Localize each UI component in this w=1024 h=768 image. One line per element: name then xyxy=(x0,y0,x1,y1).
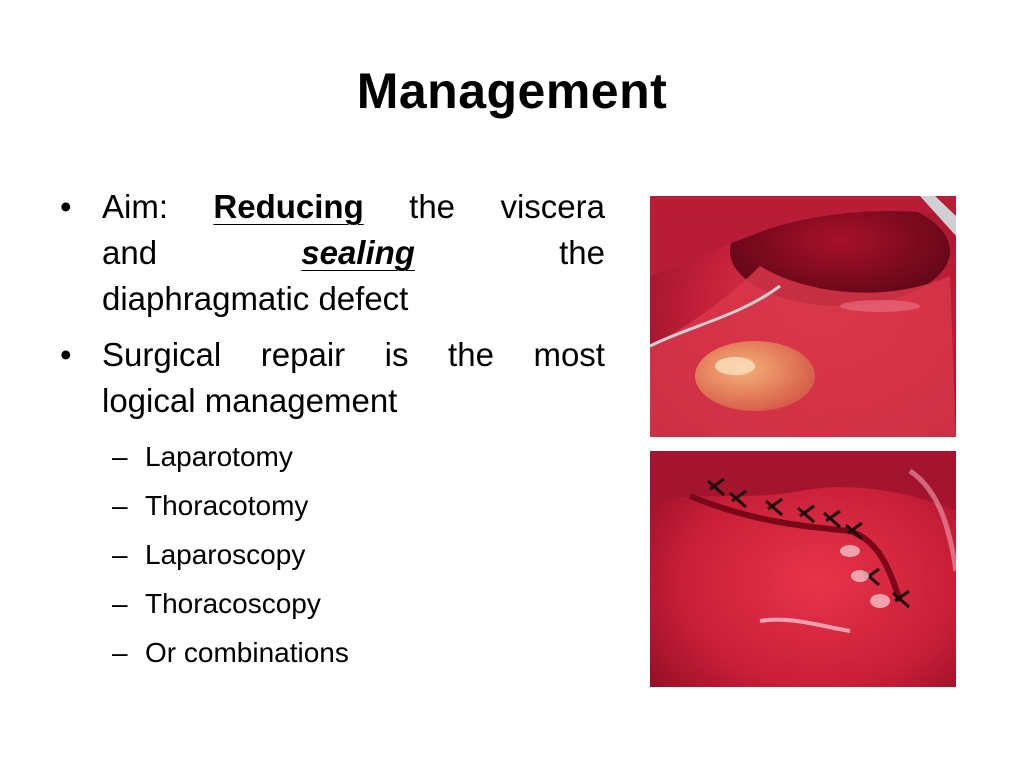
laparoscopic-photo xyxy=(650,196,956,437)
bullet-marker: • xyxy=(60,188,72,225)
sutured-repair-photo xyxy=(650,451,956,687)
list-item: – Thoracoscopy xyxy=(112,588,321,619)
list-item: – Or combinations xyxy=(112,637,349,668)
bullet-surgical-repair: • Surgical repair is the most logical management xyxy=(60,332,605,424)
list-item: – Laparotomy xyxy=(112,441,293,472)
slide-title: Management xyxy=(356,63,668,119)
sealing-emphasis: sealing xyxy=(301,234,415,271)
list-item: – Laparoscopy xyxy=(112,539,306,570)
approach-list xyxy=(60,432,605,677)
list-item: – Thoracotomy xyxy=(112,490,309,521)
slide-body xyxy=(60,184,605,677)
reducing-emphasis: Reducing xyxy=(213,188,364,225)
bullet-aim: • Aim: Reducing the viscera and sealing the diaphragmatic defect xyxy=(60,184,605,322)
bullet-marker: • xyxy=(60,336,72,373)
